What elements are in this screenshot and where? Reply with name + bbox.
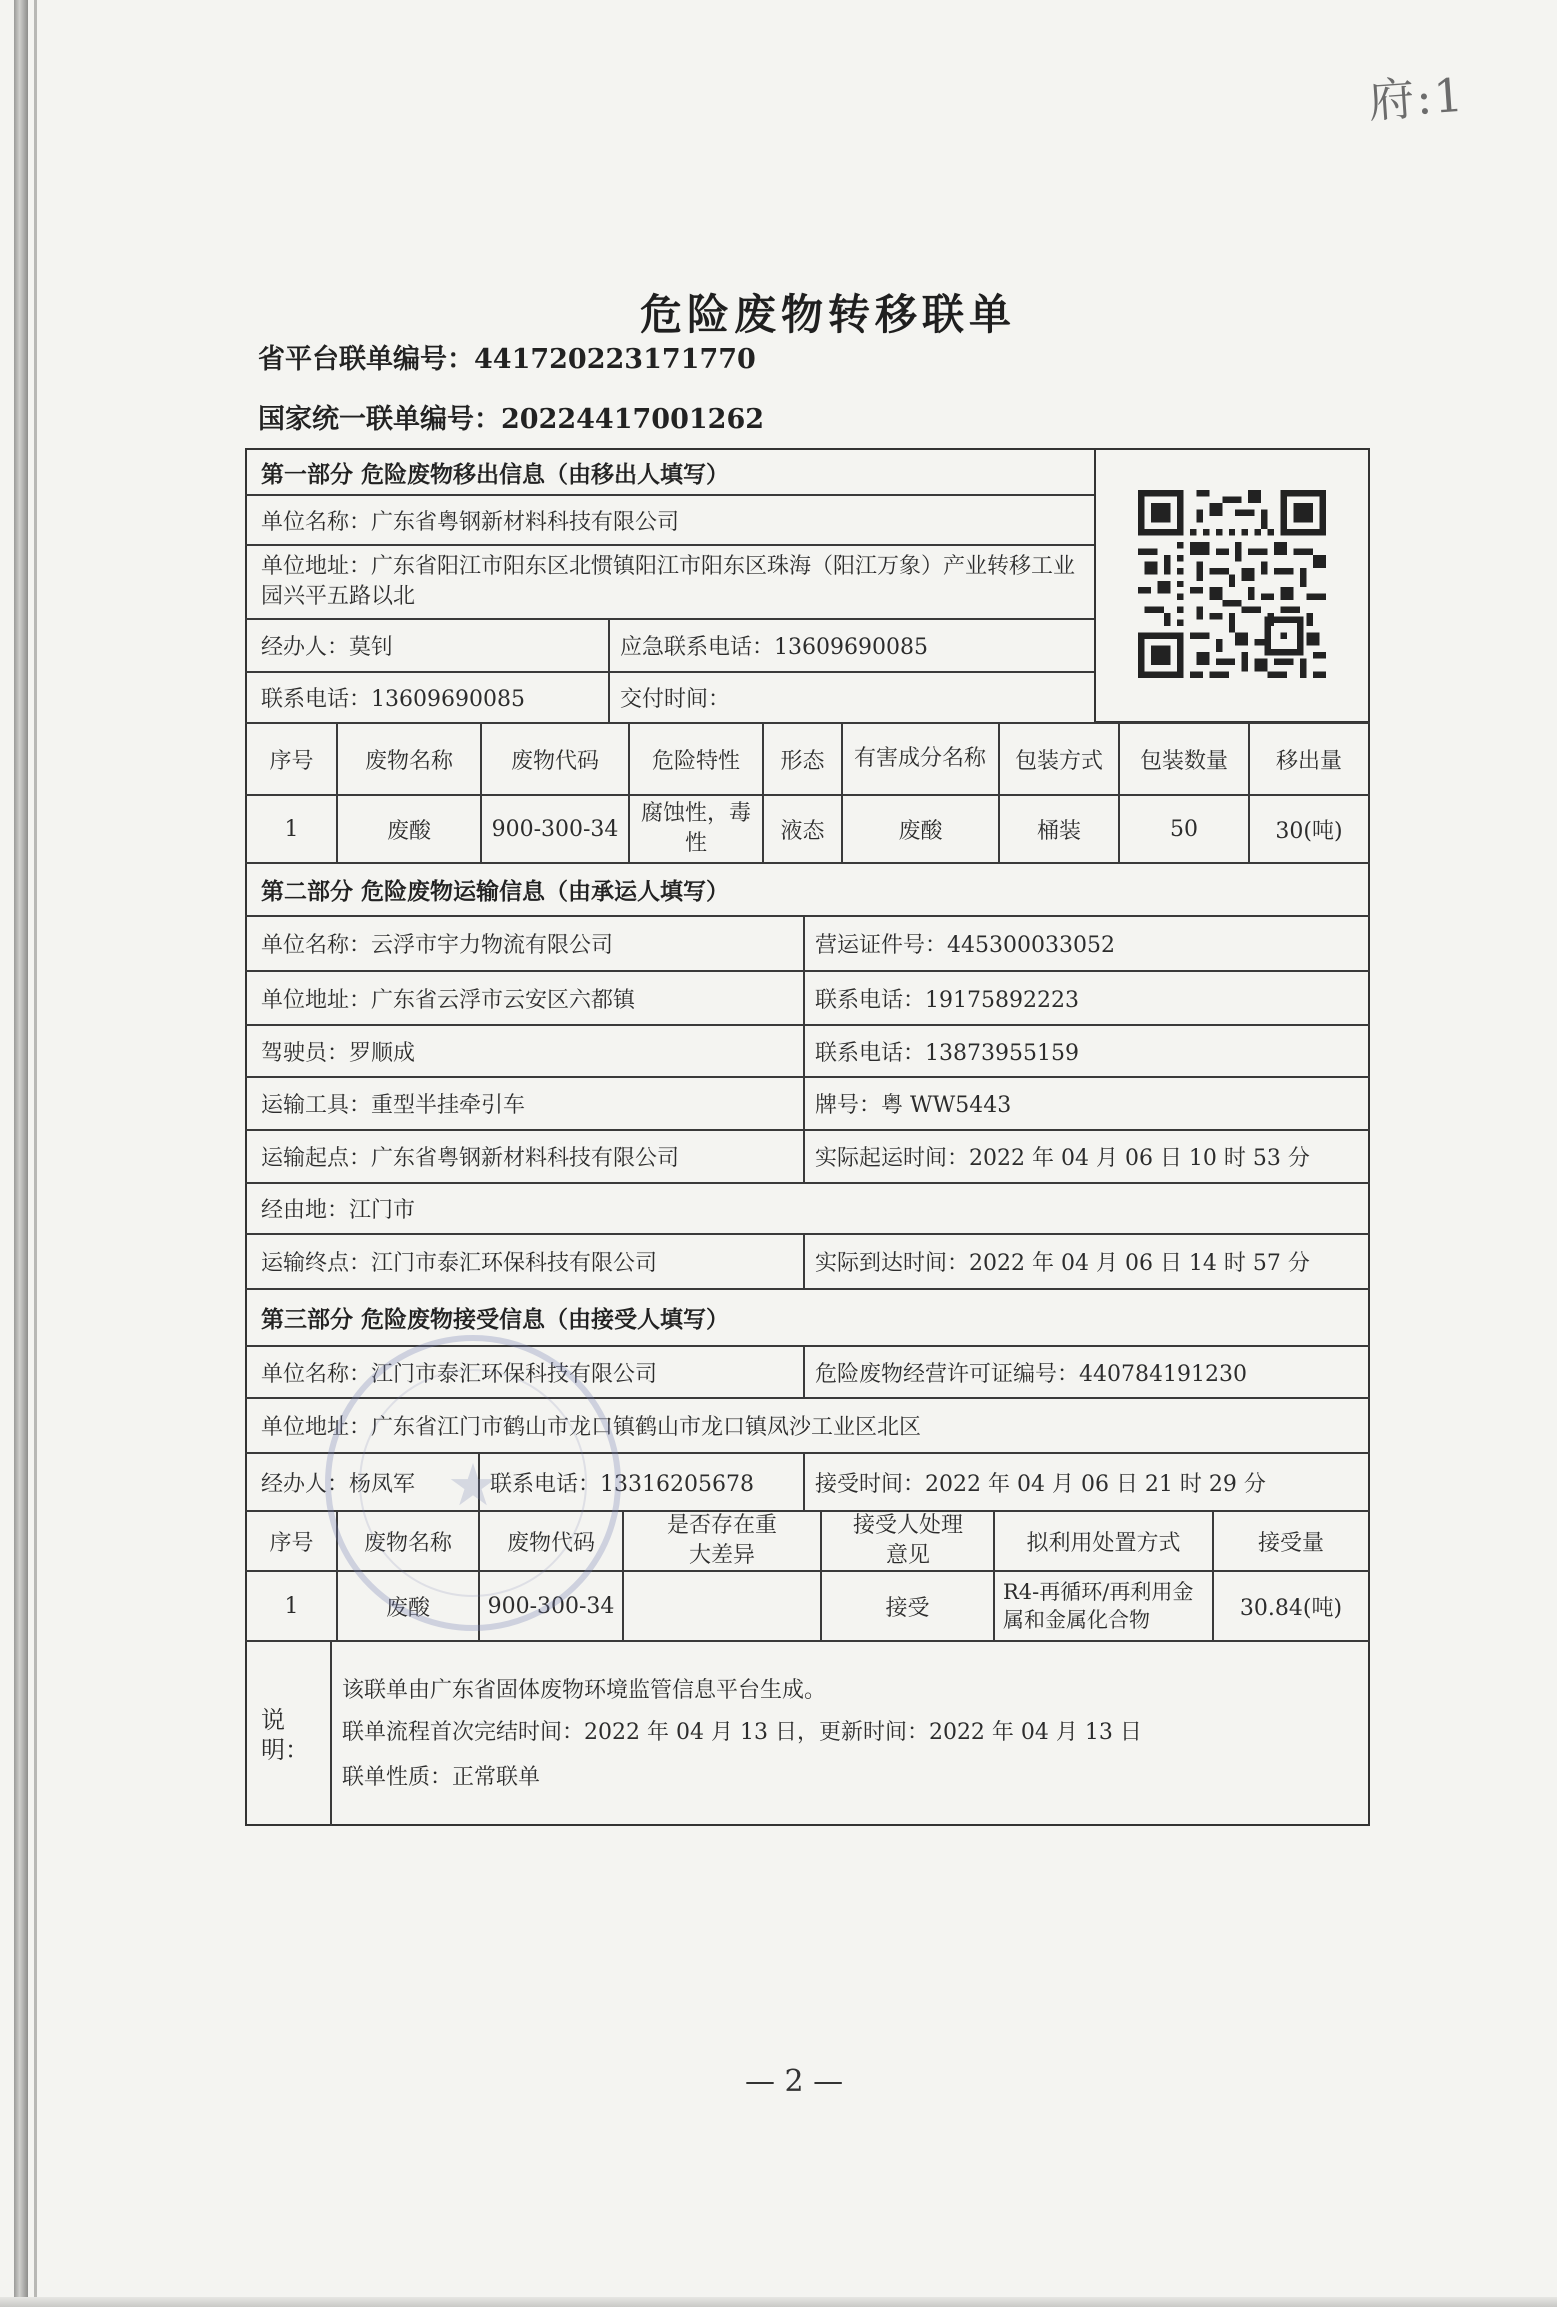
part3-handler: 经办人：杨凤军 (261, 1471, 416, 1497)
notes-line-1: 该联单由广东省固体废物环境监管信息平台生成。 (342, 1677, 827, 1703)
table-header: 废物名称 (364, 748, 453, 774)
part1-delivery-time: 交付时间： (620, 687, 731, 712)
notes-label: 说明： (261, 1706, 309, 1764)
table-header: 废物代码 (506, 1530, 595, 1556)
document-title: 危险废物转移联单 (640, 290, 1017, 339)
table-cell: 30(吨) (1275, 818, 1343, 844)
provincial-serial-number: 省平台联单编号：441720223171770 (258, 344, 756, 375)
part1-contact-phone: 联系电话：13609690085 (261, 687, 525, 712)
table-cell: 900-300-34 (487, 1593, 615, 1619)
company-seal-stamp (325, 1335, 621, 1631)
rule (245, 1640, 1370, 1642)
part1-unit-name: 单位名称：广东省粤钢新材料科技有限公司 (261, 509, 680, 535)
part2-arrive-time: 实际到达时间：2022 年 04 月 06 日 14 时 57 分 (815, 1251, 1310, 1276)
part2-plate: 牌号：粤 WW5443 (815, 1093, 1012, 1118)
table-cell: 桶装 (1036, 818, 1081, 844)
table-header: 有害成分名称 (853, 746, 986, 771)
table-header: 拟利用处置方式 (1026, 1530, 1181, 1556)
rule (803, 915, 805, 1182)
table-cell: 废酸 (898, 818, 943, 844)
table-cell: 腐蚀性，毒性 (640, 801, 751, 856)
table-cell: 1 (284, 816, 299, 842)
handwritten-corner-mark: 府:1 (1366, 67, 1467, 129)
table-cell: 接受 (885, 1595, 930, 1621)
notes-line-2: 联单流程首次完结时间：2022 年 04 月 13 日，更新时间：2022 年 04 月 13 日 (342, 1719, 1142, 1745)
qr-code-icon (1138, 490, 1326, 678)
table-header: 废物名称 (363, 1530, 452, 1556)
table-header: 废物代码 (510, 748, 599, 774)
part2-contact-phone: 联系电话：19175892223 (815, 987, 1079, 1013)
part3-receive-time: 接受时间：2022 年 04 月 06 日 21 时 29 分 (815, 1471, 1266, 1497)
table-cell (624, 1572, 820, 1640)
table-cell: 30.84(吨) (1239, 1595, 1343, 1621)
part2-vehicle: 运输工具：重型半挂牵引车 (261, 1093, 526, 1118)
table-cell: 液态 (780, 818, 825, 844)
table-header: 序号 (269, 1530, 314, 1556)
part1-emergency-phone: 应急联系电话：13609690085 (620, 635, 928, 660)
scan-binding-line (34, 0, 37, 2307)
national-serial-number: 国家统一联单编号：20224417001262 (258, 404, 765, 435)
table-cell: 50 (1170, 816, 1198, 842)
part2-depart-time: 实际起运时间：2022 年 04 月 06 日 10 时 53 分 (815, 1146, 1310, 1171)
part3-unit-address: 单位地址：广东省江门市鹤山市龙口镇鹤山市龙口镇凤沙工业区北区 (261, 1415, 922, 1440)
table-cell: R4-再循环/再利用金属和金属化合物 (1003, 1580, 1194, 1632)
rule (330, 1640, 332, 1826)
part2-unit-address: 单位地址：广东省云浮市云安区六都镇 (261, 987, 636, 1013)
table-header: 是否存在重大差异 (666, 1513, 777, 1568)
rule (803, 1233, 805, 1288)
part1-handler: 经办人：莫钊 (261, 635, 394, 660)
part2-unit-name: 单位名称：云浮市宇力物流有限公司 (261, 933, 614, 958)
table-header: 形态 (780, 748, 825, 774)
page-number: — 2 — (745, 2064, 844, 2099)
part3-header: 第三部分 危险废物接受信息（由接受人填写） (261, 1306, 730, 1333)
part1-header: 第一部分 危险废物移出信息（由移出人填写） (261, 460, 730, 488)
table-header: 接受人处理意见 (852, 1513, 963, 1568)
part2-destination: 运输终点：江门市泰汇环保科技有限公司 (261, 1251, 658, 1276)
rule (803, 1345, 805, 1397)
seal-star-icon: ★ (447, 1451, 499, 1519)
table-header: 接受量 (1257, 1530, 1324, 1556)
table-cell: 废酸 (386, 818, 431, 844)
table-cell: 1 (284, 1593, 299, 1619)
table-header: 移出量 (1275, 748, 1342, 774)
rule (803, 1452, 805, 1510)
part2-header: 第二部分 危险废物运输信息（由承运人填写） (261, 878, 730, 905)
part1-unit-address: 单位地址：广东省阳江市阳东区北惯镇阳江市阳东区珠海（阳江万象）产业转移工业园兴平五路以北 (261, 554, 1076, 609)
rule (608, 618, 610, 722)
scan-bottom-edge (0, 2297, 1557, 2307)
table-header: 危险特性 (651, 748, 740, 774)
notes-line-3: 联单性质：正常联单 (342, 1764, 541, 1790)
table-header: 包装数量 (1139, 748, 1228, 774)
table-header: 序号 (269, 748, 314, 774)
part2-origin: 运输起点：广东省粤钢新材料科技有限公司 (261, 1146, 680, 1171)
part2-via: 经由地：江门市 (261, 1198, 416, 1223)
part3-contact-phone: 联系电话：13316205678 (490, 1471, 754, 1497)
table-header: 包装方式 (1014, 748, 1103, 774)
part2-driver-phone: 联系电话：13873955159 (815, 1040, 1079, 1066)
table-cell: 900-300-34 (491, 816, 619, 842)
table-cell: 废酸 (385, 1595, 430, 1621)
part2-driver: 驾驶员：罗顺成 (261, 1040, 416, 1066)
part3-permit: 危险废物经营许可证编号：440784191230 (815, 1361, 1247, 1387)
scan-binding-edge (14, 0, 28, 2307)
part2-license: 营运证件号：445300033052 (815, 933, 1115, 958)
part3-unit-name: 单位名称：江门市泰汇环保科技有限公司 (261, 1361, 658, 1387)
